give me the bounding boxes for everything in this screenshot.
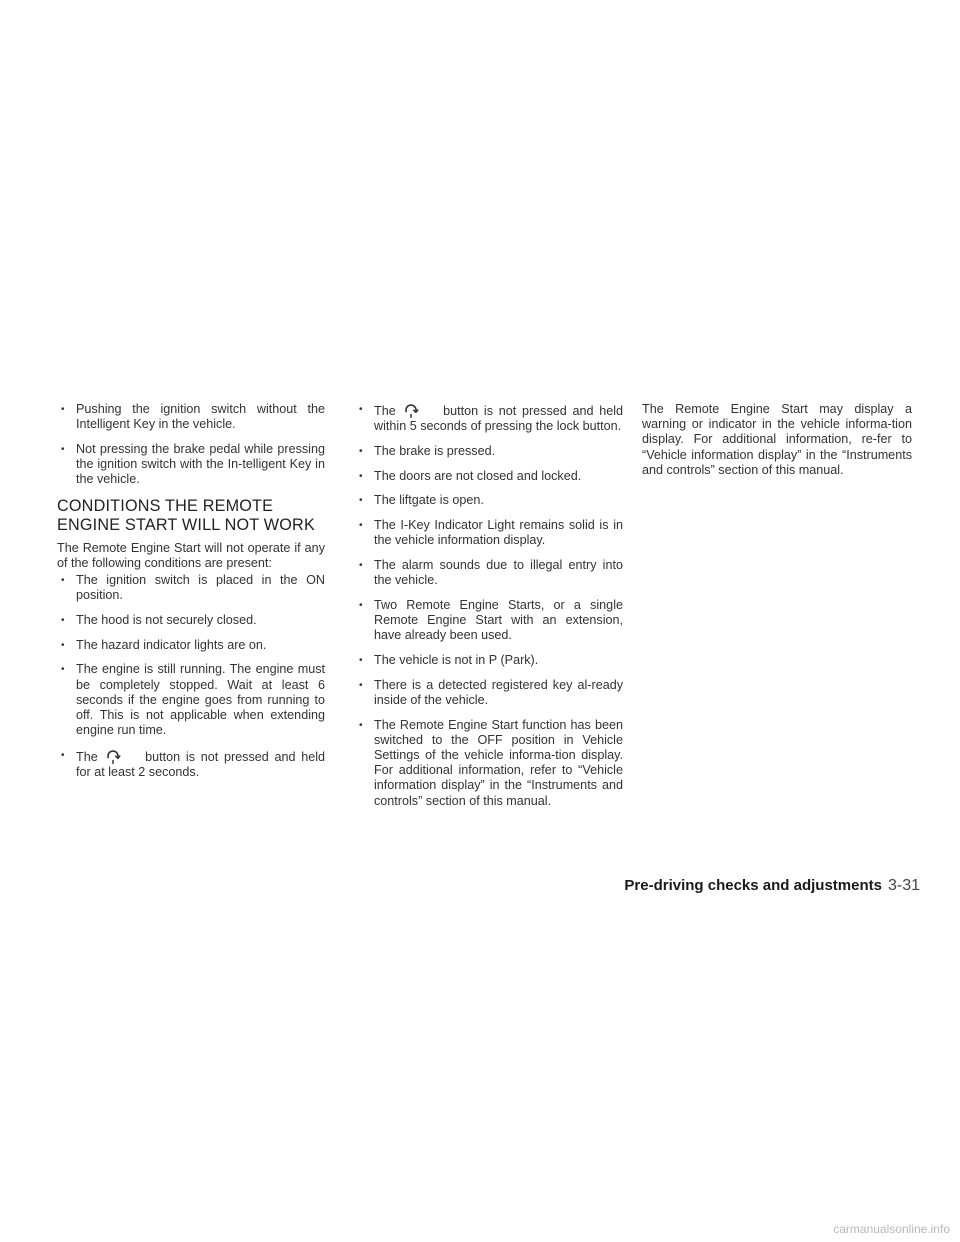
page-footer [590,876,920,896]
list-item: • The doors are not closed and locked. [355,469,623,484]
list-item: • The alarm sounds due to illegal entry into the vehicle. [355,558,623,588]
list-item: • The Remote Engine Start function has been switched to the OFF position in Vehicle Settings of the vehicle informa-tion display. For additional information, refer to “Vehicle information display” in the “Instruments and controls” section of this manual. [355,718,623,809]
column-left [57,402,325,790]
list-item: • Pushing the ignition switch without the Intelligent Key in the vehicle. [57,402,325,432]
footer-section-title: Pre-driving checks and adjustments [624,877,882,894]
list-item: • The ignition switch is placed in the ON position. [57,573,325,603]
list-item: • The engine is still running. The engine must be completely stopped. Wait at least 6 seconds if the engine goes from running to off. This is not applicable when extending engine run time. [57,662,325,738]
body-paragraph: The Remote Engine Start may display a warning or indicator in the vehicle informa-tion display. For additional information, re-fer to “Vehicle information display” in the “Instruments and controls” section of this manual. [642,402,912,477]
watermark: carmanualsonline.info [833,1222,950,1236]
list-item: • The hazard indicator lights are on. [57,638,325,653]
top-bullet-list [57,402,325,488]
list-item: • The brake is pressed. [355,444,623,459]
section-heading: CONDITIONS THE REMOTE ENGINE START WILL NOT WORK [57,497,315,534]
column-right [642,402,912,478]
remote-engine-start-icon [105,748,121,764]
list-item: • Not pressing the brake pedal while pressing the ignition switch with the In-telligent Key in the vehicle. [57,442,325,488]
list-item: • Two Remote Engine Starts, or a single Remote Engine Start with an extension, have already been used. [355,598,623,644]
icon-bullet-post: button is not pressed and held within 5 seconds of pressing the lock button. [374,404,624,434]
list-item: • The I-Key Indicator Light remains solid is in the vehicle information display. [355,518,623,548]
icon-bullet-pre: The [76,749,98,764]
icon-bullet-post: button is not pressed and held for at least 2 seconds. [76,749,326,780]
page-number: 3-31 [887,877,920,894]
column-middle [355,402,623,818]
list-item: • The vehicle is not in P (Park). [355,653,623,668]
list-item [355,402,623,434]
section-intro: The Remote Engine Start will not operate if any of the following conditions are present: [57,540,325,570]
icon-bullet-pre: The [374,404,396,418]
list-item: • The liftgate is open. [355,493,623,508]
conditions-list [57,573,325,780]
list-item [57,748,325,780]
conditions-list-continued [355,402,623,809]
remote-engine-start-icon [403,402,419,418]
list-item: • There is a detected registered key al-ready inside of the vehicle. [355,678,623,708]
list-item: • The hood is not securely closed. [57,613,325,628]
